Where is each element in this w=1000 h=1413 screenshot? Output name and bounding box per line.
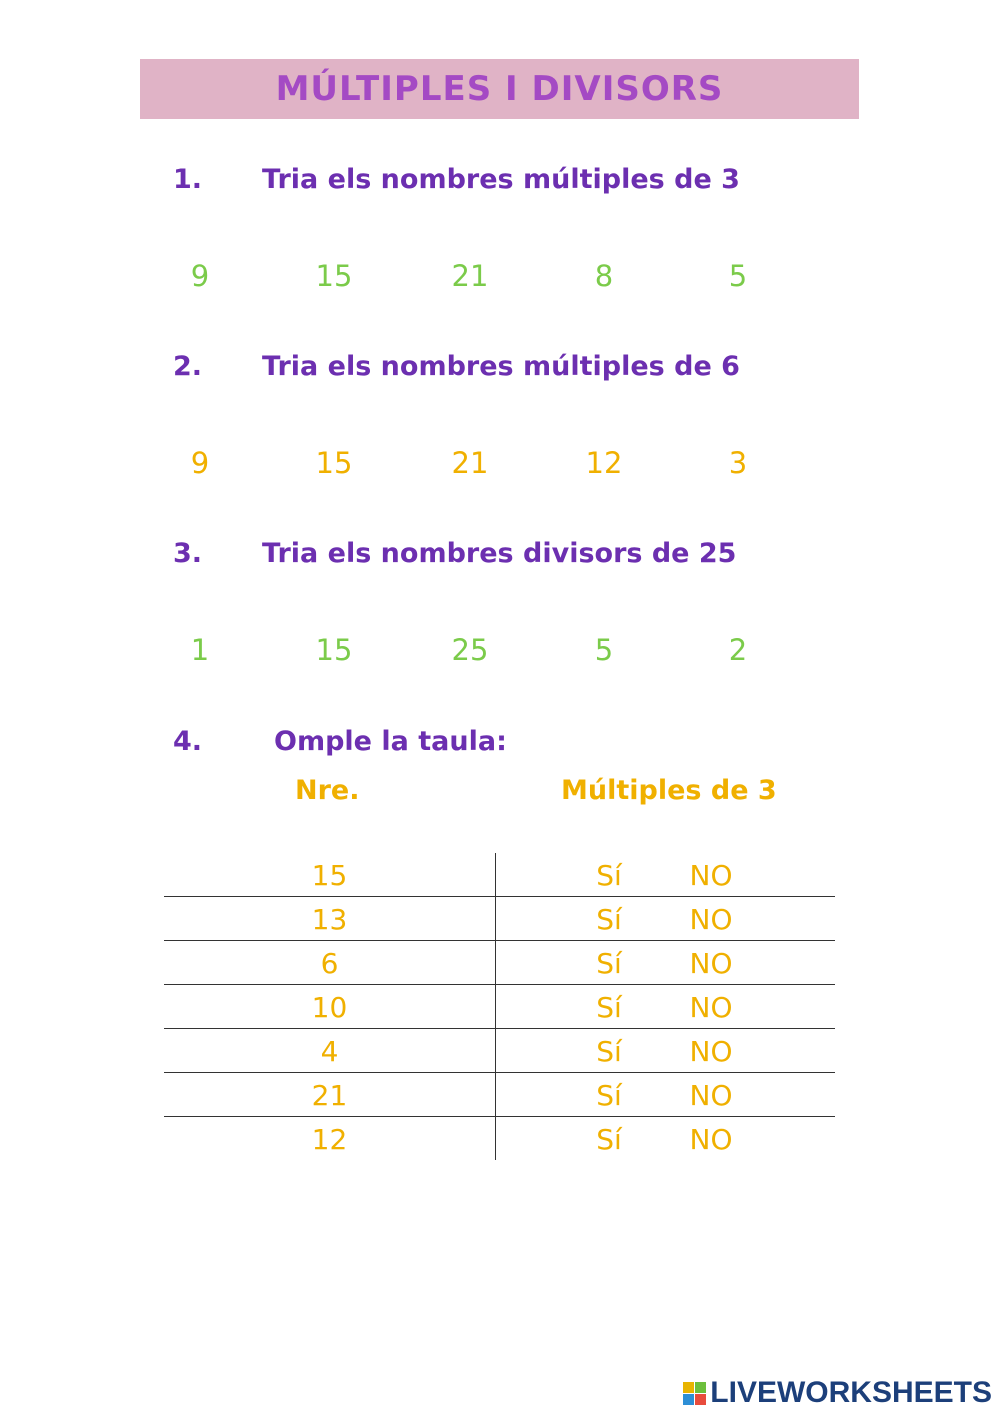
- yes-option[interactable]: Sí: [596, 859, 622, 892]
- q1-option-2[interactable]: 15: [315, 259, 353, 293]
- question-1-text: Tria els nombres múltiples de 3: [262, 164, 740, 195]
- yes-option[interactable]: Sí: [596, 903, 622, 936]
- table-header-multiples: Múltiples de 3: [561, 775, 777, 806]
- brand-footer[interactable]: [683, 1376, 992, 1410]
- question-4-text: Omple la taula:: [274, 726, 507, 757]
- table-row: [164, 853, 835, 897]
- yes-option[interactable]: Sí: [596, 1123, 622, 1156]
- row-number: 10: [164, 985, 496, 1028]
- q3-option-3[interactable]: 25: [451, 633, 489, 667]
- no-option[interactable]: NO: [689, 903, 733, 936]
- q1-option-3[interactable]: 21: [451, 259, 489, 293]
- table-row: [164, 1029, 835, 1073]
- row-number: 21: [164, 1073, 496, 1116]
- no-option[interactable]: NO: [689, 991, 733, 1024]
- question-2-text: Tria els nombres múltiples de 6: [262, 351, 740, 382]
- row-number: 4: [164, 1029, 496, 1072]
- row-number: 15: [164, 853, 496, 896]
- question-4-number: 4.: [173, 726, 203, 757]
- q3-option-5[interactable]: 2: [728, 633, 748, 667]
- table-row: [164, 941, 835, 985]
- q2-option-1[interactable]: 9: [190, 446, 210, 480]
- q3-option-1[interactable]: 1: [190, 633, 210, 667]
- yes-option[interactable]: Sí: [596, 991, 622, 1024]
- q2-option-5[interactable]: 3: [728, 446, 748, 480]
- yes-option[interactable]: Sí: [596, 947, 622, 980]
- q1-option-1[interactable]: 9: [190, 259, 210, 293]
- no-option[interactable]: NO: [689, 859, 733, 892]
- liveworksheets-logo-icon: [683, 1382, 706, 1405]
- row-number: 6: [164, 941, 496, 984]
- q2-option-4[interactable]: 12: [585, 446, 623, 480]
- no-option[interactable]: NO: [689, 1035, 733, 1068]
- q1-option-4[interactable]: 8: [594, 259, 614, 293]
- page-title: MÚLTIPLES I DIVISORS: [275, 69, 724, 109]
- yes-option[interactable]: Sí: [596, 1079, 622, 1112]
- row-number: 12: [164, 1117, 496, 1160]
- q2-option-2[interactable]: 15: [315, 446, 353, 480]
- table-row: [164, 897, 835, 941]
- table-row: [164, 985, 835, 1029]
- table-row: [164, 1117, 835, 1160]
- question-1-number: 1.: [173, 164, 203, 195]
- row-number: 13: [164, 897, 496, 940]
- no-option[interactable]: NO: [689, 1079, 733, 1112]
- question-2-number: 2.: [173, 351, 203, 382]
- question-3-number: 3.: [173, 538, 203, 569]
- yes-option[interactable]: Sí: [596, 1035, 622, 1068]
- q1-option-5[interactable]: 5: [728, 259, 748, 293]
- table-header-number: Nre.: [295, 775, 360, 806]
- q3-option-2[interactable]: 15: [315, 633, 353, 667]
- no-option[interactable]: NO: [689, 1123, 733, 1156]
- q2-option-3[interactable]: 21: [451, 446, 489, 480]
- question-3-text: Tria els nombres divisors de 25: [262, 538, 737, 569]
- no-option[interactable]: NO: [689, 947, 733, 980]
- multiples-table: [164, 853, 835, 1160]
- brand-name: LIVEWORKSHEETS: [710, 1376, 992, 1409]
- q3-option-4[interactable]: 5: [594, 633, 614, 667]
- title-banner: [140, 59, 859, 119]
- table-row: [164, 1073, 835, 1117]
